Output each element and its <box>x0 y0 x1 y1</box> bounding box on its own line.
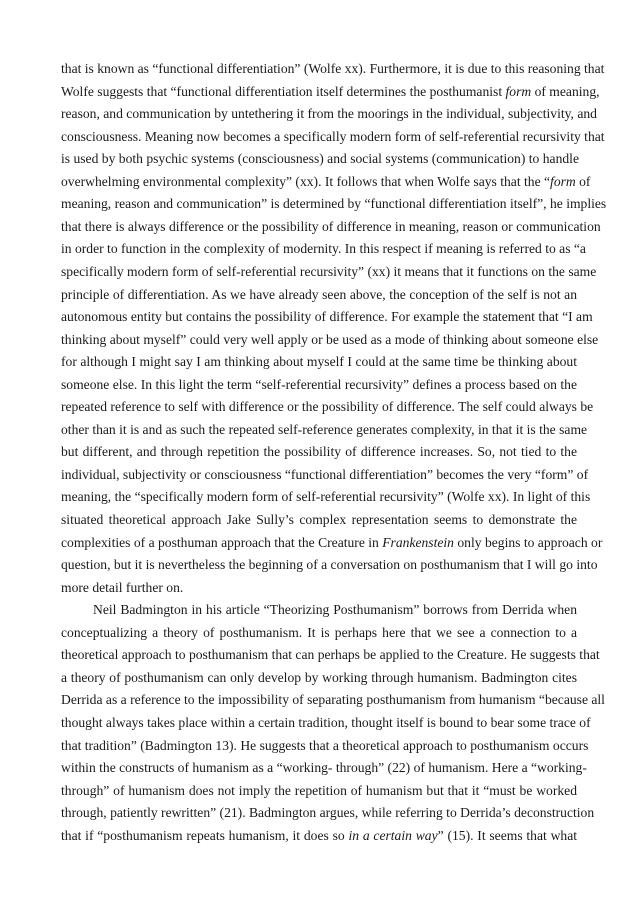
text-line <box>61 489 591 505</box>
text-line <box>61 760 587 776</box>
text-line <box>61 196 607 212</box>
text-run: principle of differentiation. As we have already seen above, the conception of the self is not an <box>61 286 577 302</box>
text-line <box>61 377 577 393</box>
text-run: overwhelming environmental complexity” (xx). It follows that when Wolfe says that the “ <box>61 173 551 189</box>
text-run: thought always takes place within a certain tradition, thought itself is bound to bear some trace of <box>61 714 591 730</box>
text-run: reason, and communication by untethering it from the moorings in the individual, subjectivity, and <box>61 106 597 122</box>
italic-text: form <box>505 83 532 99</box>
text-run: a theory of posthumanism can only develop by working through humanism. Badmington cites <box>61 669 577 685</box>
text-run: specifically modern form of self-referential recursivity” (xx) it means that it functions on the same <box>61 263 597 279</box>
text-line <box>61 828 577 844</box>
text-line <box>61 83 600 100</box>
text-line <box>61 534 603 551</box>
text-line <box>61 241 586 257</box>
text-run: for although I might say I am thinking about myself I could at the same time be thinking about <box>61 354 577 370</box>
text-line <box>61 805 595 821</box>
text-run: complexities of a posthuman approach that the Creature in <box>61 534 383 550</box>
text-run: autonomous entity but contains the possibility of difference. For example the statement that “I am <box>61 309 593 325</box>
text-run: meaning, the “specifically modern form of self-referential recursivity” (Wolfe xx). In light of this <box>61 489 591 505</box>
text-line <box>61 287 577 303</box>
text-run: other than it is and as such the repeated self-reference generates complexity, in that it is the same <box>61 421 588 437</box>
text-line <box>93 602 577 618</box>
text-line <box>61 670 577 686</box>
text-line <box>61 783 577 799</box>
text-line <box>61 557 598 573</box>
text-line <box>61 106 597 122</box>
text-line <box>61 173 591 190</box>
text-run: that there is always difference or the possibility of difference in meaning, reason or communication <box>61 218 601 234</box>
text-line <box>61 714 591 731</box>
text-run: meaning, reason and communication” is determined by “functional differentiation itself”, he implies <box>61 196 607 212</box>
text-run: more detail further on. <box>61 579 184 595</box>
text-line <box>61 625 577 641</box>
text-line <box>61 331 599 348</box>
text-line <box>61 692 605 708</box>
text-run: is used by both psychic systems (consciousness) and social systems (communication) to handle <box>61 151 579 167</box>
text-line <box>61 444 577 460</box>
text-line <box>61 151 577 167</box>
text-line <box>61 61 605 77</box>
italic-text: in a certain way <box>348 827 438 843</box>
text-run: Wolfe suggests that “functional differentiation itself determines the posthumanist <box>61 83 506 99</box>
text-run: individual, subjectivity or consciousness “functional differentiation” becomes the very “form” of <box>61 466 589 482</box>
text-line <box>61 128 605 145</box>
text-run: ” (15). It seems that what <box>437 827 578 843</box>
text-run: question, but it is nevertheless the beginning of a conversation on posthumanism that I will go into <box>61 557 598 573</box>
text-run: that if “posthumanism repeats humanism, it does so <box>61 827 349 843</box>
text-run: only begins to approach or <box>453 534 603 550</box>
text-line <box>61 218 601 235</box>
text-run: in order to function in the complexity of modernity. In this respect if meaning is referred to as “a <box>61 241 586 257</box>
text-line <box>61 421 588 438</box>
italic-text: form <box>550 173 576 189</box>
text-run: of <box>575 173 591 189</box>
text-run: Derrida as a reference to the impossibility of separating posthumanism from humanism “because all <box>61 692 605 708</box>
text-run: that tradition” (Badmington 13). He suggests that a theoretical approach to posthumanism occurs <box>61 737 589 753</box>
italic-text: Frankenstein <box>382 534 454 550</box>
text-line <box>61 466 589 483</box>
text-run: but different, and through repetition the possibility of difference increases. So, not tied to the <box>61 444 577 460</box>
text-line <box>61 647 600 663</box>
text-line <box>61 354 577 370</box>
text-line <box>61 263 597 280</box>
text-run: theoretical approach to posthumanism that can perhaps be applied to the Creature. He suggests that <box>61 647 600 663</box>
text-run: consciousness. Meaning now becomes a specifically modern form of self-referential recursivity that <box>61 128 605 144</box>
text-line <box>61 309 593 325</box>
text-line <box>61 512 577 528</box>
text-run: conceptualizing a theory of posthumanism. It is perhaps here that we see a connection to a <box>61 624 577 640</box>
text-run: situated theoretical approach Jake Sully’s complex representation seems to demonstrate the <box>61 512 577 527</box>
text-run: within the constructs of humanism as a “working- through” (22) of humanism. Here a “working- <box>61 760 587 776</box>
text-run: Neil Badmington in his article “Theorizing Posthumanism” borrows from Derrida when <box>93 602 577 618</box>
text-line <box>61 737 589 754</box>
text-run: through” of humanism does not imply the repetition of humanism but that it “must be worked <box>61 782 577 798</box>
text-run: through, patiently rewritten” (21). Badmington argues, while referring to Derrida’s deconstruction <box>61 805 595 821</box>
text-run: repeated reference to self with difference or the possibility of difference. The self could always be <box>61 399 594 415</box>
text-run: that is known as “functional differentiation” (Wolfe xx). Furthermore, it is due to this reasoning that <box>61 61 605 76</box>
text-line <box>61 580 577 596</box>
text-run: of meaning, <box>531 83 600 99</box>
text-run: thinking about myself” could very well apply or be used as a mode of thinking about someone else <box>61 331 599 347</box>
text-line <box>61 399 594 415</box>
text-run: someone else. In this light the term “self-referential recursivity” defines a process based on the <box>61 376 577 392</box>
